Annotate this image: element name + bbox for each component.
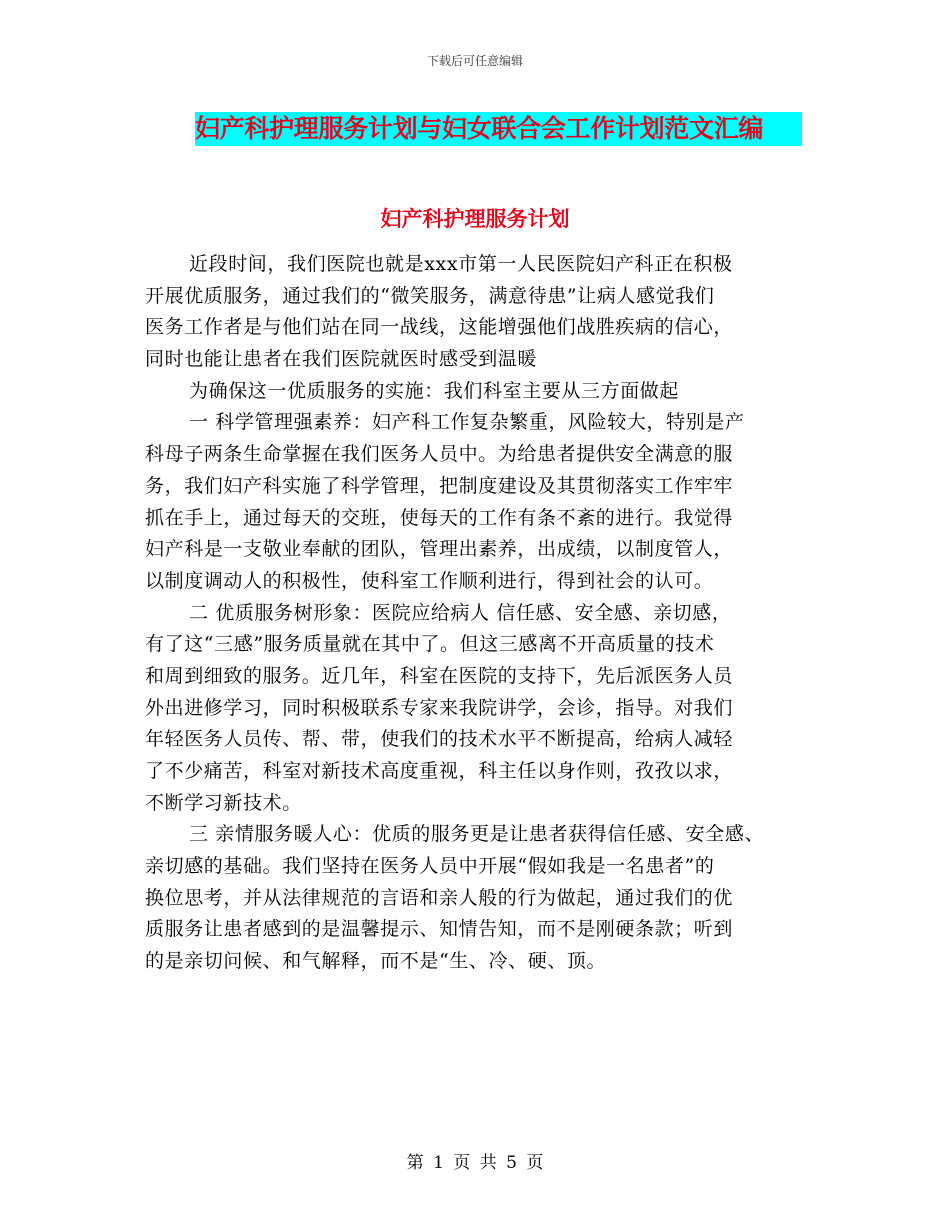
paragraph-line: 妇产科是一支敬业奉献的团队，管理出素养，出成绩，以制度管人，: [145, 538, 734, 561]
paragraph-line: 科母子两条生命掌握在我们医务人员中。为给患者提供安全满意的服: [145, 443, 734, 466]
paragraph-line: 为确保这一优质服务的实施：我们科室主要从三方面做起: [189, 379, 680, 402]
paragraph-line: 医务工作者是与他们站在同一战线，这能增强他们战胜疾病的信心，: [145, 316, 734, 339]
paragraph-line: 换位思考，并从法律规范的言语和亲人般的行为做起，通过我们的优: [145, 886, 734, 909]
paragraph-line: 亲切感的基础。我们坚持在医务人员中开展“假如我是一名患者”的: [145, 855, 715, 878]
paragraph-line: 外出进修学习，同时积极联系专家来我院讲学，会诊，指导。对我们: [145, 696, 734, 719]
paragraph-line: 以制度调动人的积极性，使科室工作顺利进行，得到社会的认可。: [145, 569, 714, 592]
paragraph-line: 开展优质服务，通过我们的“微笑服务，满意待患”让病人感觉我们: [145, 284, 715, 307]
paragraph-line: 有了这“三感”服务质量就在其中了。但这三感离不开高质量的技术: [145, 633, 715, 656]
header-note: 下载后可任意编辑: [426, 54, 523, 68]
paragraph-line: 的是亲切问候、和气解释，而不是“生、冷、硬、顶。: [145, 950, 607, 973]
paragraph-line: 三 亲情服务暖人心：优质的服务更是让患者获得信任感、安全感、: [189, 823, 765, 846]
document-title: 妇产科护理服务计划与妇女联合会工作计划范文汇编: [195, 112, 802, 146]
paragraph-line: 近段时间，我们医院也就是xxx市第一人民医院妇产科正在积极: [189, 253, 733, 275]
paragraph-line: 务，我们妇产科实施了科学管理，把制度建设及其贯彻落实工作牢牢: [145, 474, 734, 497]
paragraph-line: 了不少痛苦，科室对新技术高度重视，科主任以身作则，孜孜以求，: [145, 760, 734, 782]
paragraph-line: 同时也能让患者在我们医院就医时感受到温暖: [145, 348, 538, 371]
paragraph-line: 质服务让患者感到的是温馨提示、知情告知，而不是刚硬条款；听到: [145, 918, 734, 941]
section-title: 妇产科护理服务计划: [380, 207, 570, 231]
paragraph-line: 和周到细致的服务。近几年，科室在医院的支持下，先后派医务人员: [145, 664, 734, 687]
page-number-footer: 第 1 页 共 5 页: [406, 1153, 544, 1173]
paragraph-line: 二 优质服务树形象：医院应给病人 信任感、安全感、亲切感，: [189, 601, 732, 624]
paragraph-line: 一 科学管理强素养：妇产科工作复杂繁重，风险较大，特别是产: [189, 411, 745, 434]
paragraph-line: 年轻医务人员传、帮、带，使我们的技术水平不断提高，给病人减轻: [145, 728, 734, 751]
paragraph-line: 不断学习新技术。: [145, 791, 302, 814]
paragraph-line: 抓在手上，通过每天的交班，使每天的工作有条不紊的进行。我觉得: [145, 506, 734, 529]
body-text: [145, 249, 825, 978]
